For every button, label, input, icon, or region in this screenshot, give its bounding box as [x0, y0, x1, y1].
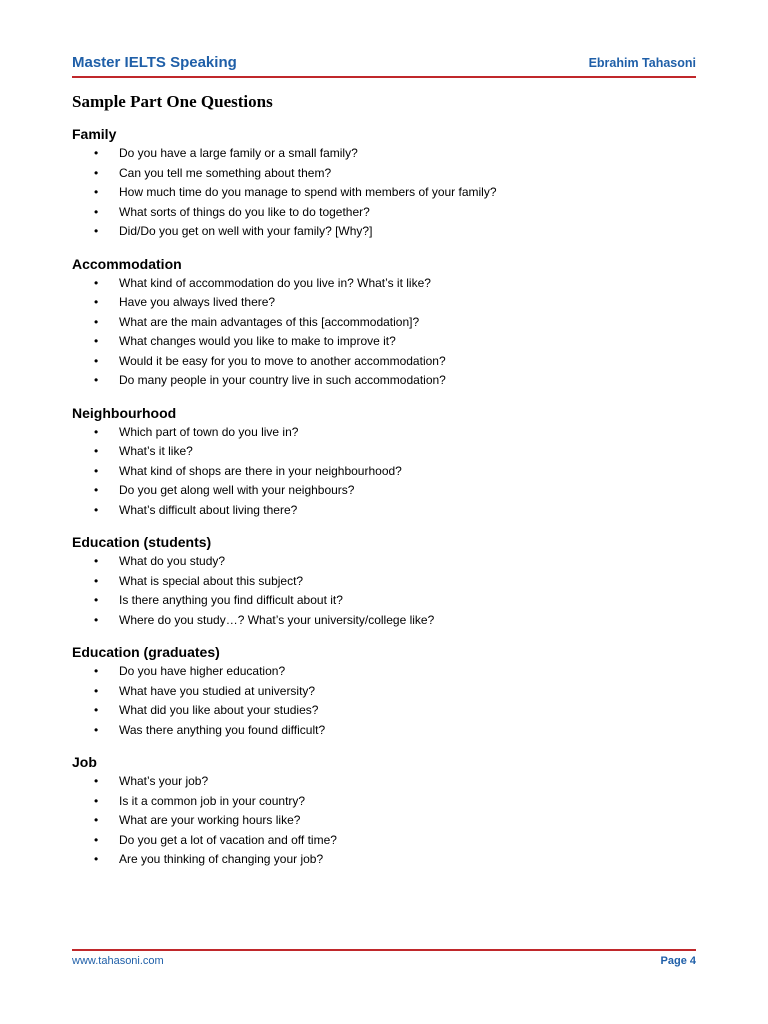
bullet-icon: • [94, 334, 99, 348]
question-text: Was there anything you found difficult? [119, 722, 326, 737]
question-text: What is special about this subject? [119, 573, 304, 588]
footer-divider [72, 949, 696, 951]
page-header [72, 52, 696, 76]
bullet-icon: • [94, 813, 99, 827]
question-item [72, 442, 696, 462]
bullet-icon: • [94, 554, 99, 568]
bullet-icon: • [94, 664, 99, 678]
bullet-icon: • [94, 373, 99, 387]
footer-website-link[interactable]: www.tahasoni.com [72, 955, 164, 967]
bullet-icon: • [94, 295, 99, 309]
question-item [72, 591, 696, 611]
question-list [72, 423, 696, 521]
question-text: What’s your job? [119, 774, 209, 788]
question-item [72, 164, 696, 184]
bullet-icon: • [94, 832, 99, 847]
question-item [72, 371, 696, 391]
bullet-icon: • [94, 204, 99, 219]
bullet-icon: • [94, 612, 99, 627]
bullet-icon: • [94, 683, 99, 698]
header-book-title: Master IELTS Speaking [72, 54, 237, 71]
question-item [72, 811, 696, 831]
bullet-icon: • [94, 224, 99, 238]
question-item [72, 572, 696, 592]
question-list [72, 144, 696, 242]
question-text: Which part of town do you live in? [119, 424, 299, 439]
question-section [72, 254, 696, 391]
question-text: What sorts of things do you like to do together? [119, 204, 370, 219]
question-item [72, 611, 696, 631]
bullet-icon: • [94, 793, 99, 808]
question-item [72, 721, 696, 741]
question-item [72, 144, 696, 164]
question-list [72, 662, 696, 740]
bullet-icon: • [94, 703, 99, 717]
question-list [72, 552, 696, 630]
question-item [72, 313, 696, 333]
section-heading: Job [72, 754, 97, 770]
question-item [72, 462, 696, 482]
question-item [72, 552, 696, 572]
question-text: How much time do you manage to spend with members of your family? [119, 185, 497, 199]
question-list [72, 772, 696, 870]
page-title: Sample Part One Questions [72, 92, 273, 111]
bullet-icon: • [94, 483, 99, 497]
question-text: Do you get a lot of vacation and off time? [119, 832, 337, 847]
footer-page-number: Page 4 [660, 955, 696, 967]
question-text: Would it be easy for you to move to another accommodation? [119, 353, 446, 368]
bullet-icon: • [94, 573, 99, 588]
question-text: What are your working hours like? [119, 813, 301, 827]
bullet-icon: • [94, 444, 99, 458]
question-text: Is there anything you find difficult about it? [119, 593, 343, 607]
bullet-icon: • [94, 424, 99, 439]
section-heading: Family [72, 126, 117, 142]
question-text: Are you thinking of changing your job? [119, 852, 324, 866]
question-text: Have you always lived there? [119, 295, 276, 309]
question-text: Did/Do you get on well with your family? [Why?] [119, 224, 373, 238]
question-item [72, 831, 696, 851]
question-item [72, 501, 696, 521]
bullet-icon: • [94, 502, 99, 517]
question-text: What’s difficult about living there? [119, 502, 298, 517]
question-text: Do many people in your country live in such accommodation? [119, 373, 446, 387]
bullet-icon: • [94, 463, 99, 478]
bullet-icon: • [94, 275, 99, 290]
question-item [72, 352, 696, 372]
question-text: Do you have higher education? [119, 664, 286, 678]
question-item [72, 662, 696, 682]
question-text: What kind of shops are there in your neighbourhood? [119, 463, 402, 478]
question-item [72, 772, 696, 792]
question-item [72, 701, 696, 721]
question-section [72, 752, 696, 870]
question-item [72, 850, 696, 870]
question-item [72, 203, 696, 223]
question-text: Do you have a large family or a small family? [119, 146, 358, 160]
bullet-icon: • [94, 593, 99, 607]
question-item [72, 792, 696, 812]
question-item [72, 481, 696, 501]
question-item [72, 274, 696, 294]
question-text: Do you get along well with your neighbours? [119, 483, 355, 497]
question-item [72, 423, 696, 443]
bullet-icon: • [94, 146, 99, 160]
question-text: What’s it like? [119, 444, 193, 458]
question-item [72, 293, 696, 313]
question-text: What kind of accommodation do you live in? What’s it like? [119, 275, 431, 290]
question-text: What are the main advantages of this [accommodation]? [119, 314, 420, 329]
bullet-icon: • [94, 774, 99, 788]
section-heading: Education (graduates) [72, 644, 220, 660]
question-text: Is it a common job in your country? [119, 793, 306, 808]
bullet-icon: • [94, 314, 99, 329]
question-section [72, 532, 696, 630]
question-section [72, 403, 696, 521]
question-text: What do you study? [119, 554, 226, 568]
question-text: Where do you study…? What’s your university/college like? [119, 612, 435, 627]
question-text: Can you tell me something about them? [119, 165, 332, 180]
question-text: What changes would you like to make to improve it? [119, 334, 396, 348]
question-sections [72, 124, 696, 882]
section-heading: Neighbourhood [72, 404, 177, 421]
bullet-icon: • [94, 185, 99, 199]
bullet-icon: • [94, 353, 99, 368]
bullet-icon: • [94, 852, 99, 866]
question-text: What have you studied at university? [119, 683, 316, 698]
question-item [72, 332, 696, 352]
question-list [72, 274, 696, 391]
bullet-icon: • [94, 165, 99, 180]
question-item [72, 222, 696, 242]
header-author: Ebrahim Tahasoni [588, 56, 696, 70]
question-item [72, 682, 696, 702]
bullet-icon: • [94, 722, 99, 737]
question-text: What did you like about your studies? [119, 703, 319, 717]
header-divider [72, 76, 696, 78]
section-heading: Education (students) [72, 534, 212, 550]
question-section [72, 124, 696, 242]
section-heading: Accommodation [72, 255, 182, 272]
question-item [72, 183, 696, 203]
question-section [72, 642, 696, 740]
